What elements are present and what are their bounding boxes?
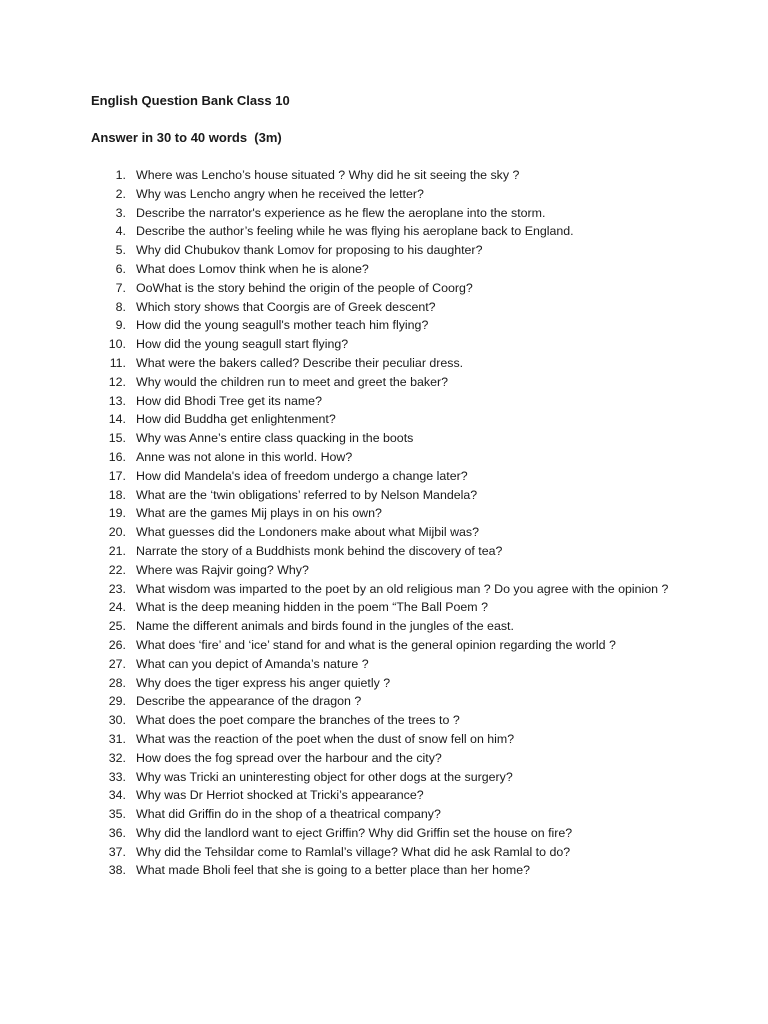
question-item xyxy=(0,222,768,241)
question-item xyxy=(0,749,768,768)
question-text: What does ‘fire’ and ‘ice’ stand for and what is the general opinion regarding the world ? xyxy=(136,637,616,652)
question-number: 33. xyxy=(108,769,126,784)
question-text: How does the fog spread over the harbour and the city? xyxy=(136,750,442,765)
question-number: 37. xyxy=(108,844,126,859)
question-number: 8. xyxy=(115,299,126,314)
question-number: 5. xyxy=(115,243,126,258)
question-item xyxy=(0,448,768,467)
question-number: 10. xyxy=(108,337,126,352)
question-text: Why would the children run to meet and greet the baker? xyxy=(136,374,449,389)
question-number: 16. xyxy=(108,449,126,464)
question-item xyxy=(0,636,768,655)
question-item xyxy=(0,786,768,805)
question-item xyxy=(0,824,768,843)
question-number: 34. xyxy=(108,788,126,803)
question-text: How did Bhodi Tree get its name? xyxy=(136,393,322,408)
question-number: 18. xyxy=(108,487,126,502)
question-text: Describe the author’s feeling while he was flying his aeroplane back to England. xyxy=(136,224,574,239)
question-number: 19. xyxy=(108,506,126,521)
question-item xyxy=(0,711,768,730)
question-number: 13. xyxy=(108,393,126,408)
question-text: Describe the appearance of the dragon ? xyxy=(136,694,362,709)
question-number: 15. xyxy=(108,431,126,446)
question-item xyxy=(0,467,768,486)
question-text: Why did the Tehsildar come to Ramlal’s village? What did he ask Ramlal to do? xyxy=(136,844,571,859)
question-item xyxy=(0,166,768,185)
question-number: 6. xyxy=(115,261,126,276)
question-text: Why was Anne’s entire class quacking in the boots xyxy=(136,431,414,446)
question-item xyxy=(0,542,768,561)
question-text: Describe the narrator's experience as he flew the aeroplane into the storm. xyxy=(136,205,546,220)
question-item xyxy=(0,316,768,335)
question-item xyxy=(0,204,768,223)
question-item xyxy=(0,298,768,317)
question-number: 32. xyxy=(108,750,126,765)
question-item xyxy=(0,279,768,298)
question-text: Narrate the story of a Buddhists monk behind the discovery of tea? xyxy=(136,543,503,558)
question-item xyxy=(0,861,768,880)
question-text: Where was Rajvir going? Why? xyxy=(136,562,309,577)
question-number: 35. xyxy=(108,807,126,822)
question-number: 29. xyxy=(108,694,126,709)
question-text: Why was Tricki an uninteresting object for other dogs at the surgery? xyxy=(136,769,513,784)
section-heading: Answer in 30 to 40 words (3m) xyxy=(91,130,282,145)
question-number: 21. xyxy=(108,543,126,558)
question-item xyxy=(0,768,768,787)
question-item xyxy=(0,692,768,711)
question-text: What made Bholi feel that she is going to a better place than her home? xyxy=(136,863,530,878)
question-item xyxy=(0,429,768,448)
question-item xyxy=(0,504,768,523)
question-number: 24. xyxy=(108,600,126,615)
question-text: Why did Chubukov thank Lomov for proposing to his daughter? xyxy=(136,243,483,258)
question-text: What wisdom was imparted to the poet by an old religious man ? Do you agree with the opinion ? xyxy=(136,581,669,596)
question-number: 7. xyxy=(115,280,126,295)
question-text: How did the young seagull's mother teach him flying? xyxy=(136,318,429,333)
question-item xyxy=(0,523,768,542)
question-item xyxy=(0,185,768,204)
question-text: What was the reaction of the poet when the dust of snow fell on him? xyxy=(136,731,515,746)
question-item xyxy=(0,674,768,693)
question-number: 11. xyxy=(109,355,126,370)
question-number: 25. xyxy=(108,619,126,634)
question-text: What are the games Mij plays in on his own? xyxy=(136,506,382,521)
question-text: Why was Lencho angry when he received the letter? xyxy=(136,186,424,201)
question-text: Why does the tiger express his anger quietly ? xyxy=(136,675,391,690)
question-text: Which story shows that Coorgis are of Greek descent? xyxy=(136,299,436,314)
question-text: Why did the landlord want to eject Griffin? Why did Griffin set the house on fire? xyxy=(136,825,573,840)
question-number: 1. xyxy=(115,168,126,182)
question-number: 12. xyxy=(108,374,126,389)
question-number: 26. xyxy=(108,637,126,652)
question-text: Anne was not alone in this world. How? xyxy=(136,449,353,464)
question-text: What is the deep meaning hidden in the poem “The Ball Poem ? xyxy=(136,600,488,615)
question-list xyxy=(0,166,768,880)
question-item xyxy=(0,561,768,580)
question-item xyxy=(0,486,768,505)
question-text: OoWhat is the story behind the origin of the people of Coorg? xyxy=(136,280,473,295)
question-number: 20. xyxy=(108,525,126,540)
question-text: What can you depict of Amanda’s nature ? xyxy=(136,656,369,671)
question-item xyxy=(0,598,768,617)
question-text: Where was Lencho’s house situated ? Why did he sit seeing the sky ? xyxy=(136,168,520,182)
document-title: English Question Bank Class 10 xyxy=(91,93,290,108)
question-number: 38. xyxy=(108,863,126,878)
question-number: 4. xyxy=(115,224,126,239)
question-item xyxy=(0,392,768,411)
question-number: 14. xyxy=(108,412,126,427)
question-item xyxy=(0,241,768,260)
question-item xyxy=(0,730,768,749)
question-text: What does Lomov think when he is alone? xyxy=(136,261,369,276)
question-item xyxy=(0,617,768,636)
question-number: 36. xyxy=(108,825,126,840)
question-item xyxy=(0,410,768,429)
question-number: 2. xyxy=(115,186,126,201)
question-item xyxy=(0,354,768,373)
question-text: What guesses did the Londoners make about what Mijbil was? xyxy=(136,525,479,540)
question-item xyxy=(0,373,768,392)
question-text: How did Buddha get enlightenment? xyxy=(136,412,336,427)
question-number: 22. xyxy=(108,562,126,577)
question-number: 31. xyxy=(108,731,126,746)
question-number: 30. xyxy=(108,713,126,728)
question-text: How did the young seagull start flying? xyxy=(136,337,349,352)
question-text: What are the ‘twin obligations’ referred to by Nelson Mandela? xyxy=(136,487,478,502)
question-number: 3. xyxy=(115,205,126,220)
question-item xyxy=(0,335,768,354)
question-item xyxy=(0,843,768,862)
question-text: What does the poet compare the branches of the trees to ? xyxy=(136,713,460,728)
question-number: 28. xyxy=(108,675,126,690)
question-item xyxy=(0,580,768,599)
question-number: 17. xyxy=(108,468,126,483)
question-text: What did Griffin do in the shop of a theatrical company? xyxy=(136,807,441,822)
question-item xyxy=(0,260,768,279)
question-number: 23. xyxy=(108,581,126,596)
question-number: 27. xyxy=(108,656,126,671)
question-text: Name the different animals and birds found in the jungles of the east. xyxy=(136,619,514,634)
question-text: Why was Dr Herriot shocked at Tricki’s appearance? xyxy=(136,788,424,803)
question-text: How did Mandela's idea of freedom undergo a change later? xyxy=(136,468,468,483)
question-item xyxy=(0,655,768,674)
question-number: 9. xyxy=(115,318,126,333)
question-text: What were the bakers called? Describe their peculiar dress. xyxy=(136,355,464,370)
question-item xyxy=(0,805,768,824)
